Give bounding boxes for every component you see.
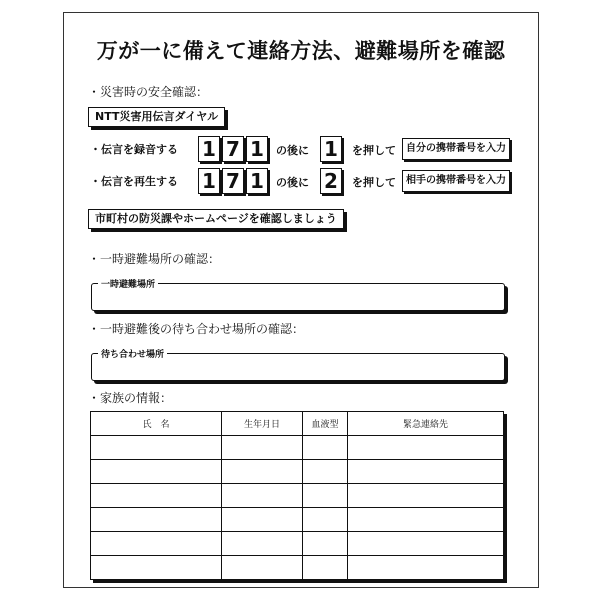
table-row — [91, 532, 504, 556]
col-name: 氏 名 — [91, 412, 222, 436]
play-label: ・伝言を再生する — [90, 175, 178, 188]
family-table — [90, 411, 504, 580]
record-digit-3: 1 — [246, 136, 268, 162]
table-cell[interactable] — [91, 436, 222, 460]
table-cell[interactable] — [348, 532, 504, 556]
temp-shelter-field-label: 一時避難場所 — [98, 277, 158, 290]
table-cell[interactable] — [303, 484, 348, 508]
meeting-heading: ・一時避難後の待ち合わせ場所の確認： — [88, 322, 305, 336]
record-digit-2: 7 — [222, 136, 244, 162]
play-digit-3: 1 — [246, 168, 268, 194]
table-cell[interactable] — [303, 556, 348, 580]
col-birthdate: 生年月日 — [222, 412, 303, 436]
play-key: 2 — [320, 168, 342, 194]
table-row — [91, 556, 504, 580]
table-row — [91, 460, 504, 484]
table-cell[interactable] — [303, 436, 348, 460]
record-digit-1: 1 — [198, 136, 220, 162]
record-after-text: の後に — [276, 144, 309, 157]
meeting-field-label: 待ち合わせ場所 — [98, 347, 167, 360]
family-table-header — [91, 412, 504, 436]
table-cell[interactable] — [222, 460, 303, 484]
table-cell[interactable] — [91, 460, 222, 484]
table-cell[interactable] — [303, 460, 348, 484]
table-cell[interactable] — [91, 532, 222, 556]
table-cell[interactable] — [222, 484, 303, 508]
record-input-box: 自分の携帯番号を入力 — [402, 138, 510, 160]
checklist-sheet — [63, 12, 539, 588]
table-cell[interactable] — [348, 556, 504, 580]
table-cell[interactable] — [91, 484, 222, 508]
table-cell[interactable] — [222, 556, 303, 580]
page-title: 万が一に備えて連絡方法、避難場所を確認 — [96, 39, 506, 63]
ntt-dial-button[interactable]: NTT災害用伝言ダイヤル — [88, 107, 225, 127]
table-row — [91, 508, 504, 532]
temp-shelter-field[interactable] — [91, 280, 505, 311]
table-cell[interactable] — [303, 532, 348, 556]
table-cell[interactable] — [222, 532, 303, 556]
temp-shelter-heading: ・一時避難場所の確認： — [88, 252, 221, 266]
table-cell[interactable] — [348, 508, 504, 532]
table-row — [91, 436, 504, 460]
table-cell[interactable] — [303, 508, 348, 532]
record-label: ・伝言を録音する — [90, 143, 178, 156]
play-after-text: の後に — [276, 176, 309, 189]
table-row — [91, 484, 504, 508]
play-row — [90, 168, 530, 194]
meeting-place-field[interactable] — [91, 350, 505, 381]
table-cell[interactable] — [91, 556, 222, 580]
record-row — [90, 136, 530, 162]
play-input-box: 相手の携帯番号を入力 — [402, 170, 510, 192]
table-cell[interactable] — [348, 460, 504, 484]
play-digit-1: 1 — [198, 168, 220, 194]
record-key: 1 — [320, 136, 342, 162]
play-press-text: を押して — [352, 176, 396, 189]
table-cell[interactable] — [222, 508, 303, 532]
table-cell[interactable] — [348, 484, 504, 508]
col-emergency-contact: 緊急連絡先 — [348, 412, 504, 436]
play-digit-2: 7 — [222, 168, 244, 194]
family-heading: ・家族の情報： — [88, 391, 173, 405]
city-disaster-button[interactable]: 市町村の防災課やホームページを確認しましょう — [88, 209, 344, 229]
table-cell[interactable] — [222, 436, 303, 460]
col-blood-type: 血液型 — [303, 412, 348, 436]
table-cell[interactable] — [348, 436, 504, 460]
table-cell[interactable] — [91, 508, 222, 532]
safety-heading: ・災害時の安全確認： — [88, 85, 209, 99]
record-press-text: を押して — [352, 144, 396, 157]
